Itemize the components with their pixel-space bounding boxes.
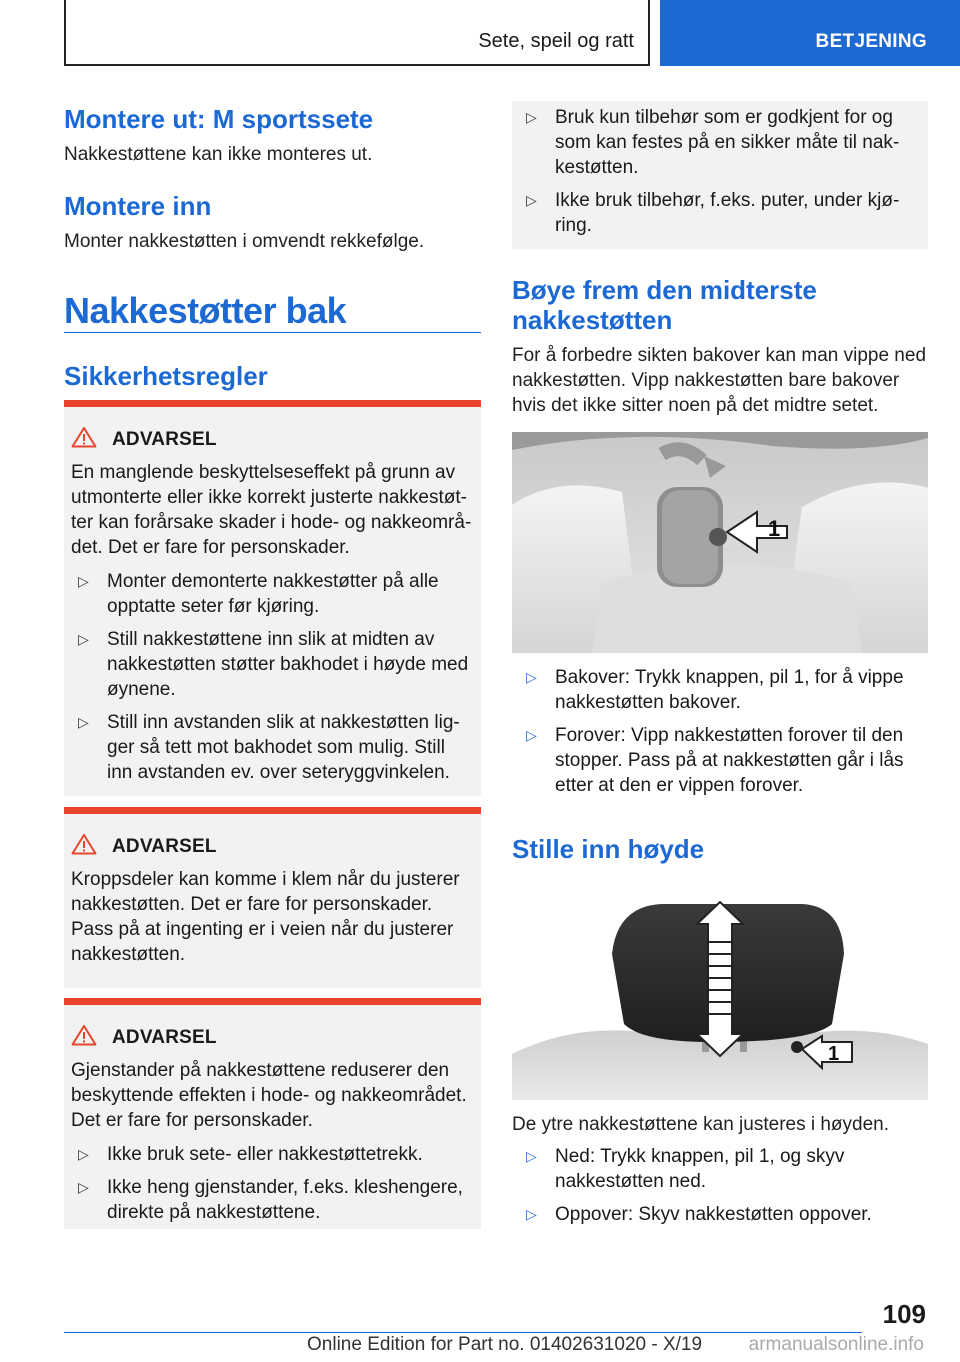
bullet-triangle-icon: ▷ — [526, 1148, 537, 1164]
footer-edition: Online Edition for Part no. 01402631020 - X/19 — [307, 1334, 703, 1355]
heading-underline — [64, 332, 481, 333]
warning-list — [64, 1142, 475, 1233]
list-item: ▷ Bakover: Trykk knappen, pil 1, for å vippe nakkestøtten bakover. — [526, 667, 904, 713]
bullet-triangle-icon: ▷ — [78, 1179, 89, 1195]
warning-box-1 — [64, 400, 481, 796]
header-section-title: Sete, speil og ratt — [478, 30, 634, 52]
list-item: ▷ Bruk kun tilbehør som er godkjent for og som kan festes på en sikker måte til nakkestøtten. — [526, 107, 900, 178]
image-headrest-height — [512, 884, 928, 1100]
bullet-triangle-icon: ▷ — [526, 109, 537, 125]
headrest-tilt-illustration — [512, 432, 928, 653]
warning-list — [64, 569, 475, 793]
heading-safety-rules: Sikkerhetsregler — [64, 361, 268, 391]
tip-box-continued — [512, 101, 928, 249]
bullet-triangle-icon: ▷ — [78, 1146, 89, 1162]
list-item: ▷ Ikke bruk tilbehør, f.eks. puter, under kjøring. — [526, 190, 900, 236]
heading-adjust-height: Stille inn høyde — [512, 834, 705, 864]
warning-triangle-icon — [71, 833, 97, 855]
warning-text: En manglende beskyttelseseffekt på grunn av utmonterte eller ikke korrekt justerte nakkestøtter kan forårsake skader i hode- og nakkeområdet. Det er fare for personskader. — [71, 462, 472, 558]
headrest-height-illustration — [512, 884, 928, 1100]
warning-bar — [64, 807, 481, 814]
warning-title: ADVARSEL — [112, 429, 217, 450]
heading-install: Montere inn — [64, 191, 212, 221]
list-item: ▷ Still inn avstanden slik at nakkestøtten ligger så tett mot bakhodet som mulig. Still inn avstanden ev. over seteryggvinkelen. — [78, 712, 460, 783]
list-item: ▷ Still nakkestøttene inn slik at midten av nakkestøtten støtter bakhodet i høyde med øynene. — [78, 629, 469, 700]
text-fold-middle-headrest: For å forbedre sikten bakover kan man vippe ned nakkestøtten. Vipp nakkestøtten bare bakover hvis det ikke sitter noen på det midtre setet. — [512, 345, 927, 416]
text-install: Monter nakkestøtten i omvendt rekkefølge. — [64, 231, 425, 252]
height-list — [512, 1144, 928, 1235]
footer-watermark: armanualsonline.info — [748, 1334, 924, 1355]
tip-list — [512, 105, 922, 246]
warning-title: ADVARSEL — [112, 836, 217, 857]
warning-bar — [64, 998, 481, 1005]
warning-triangle-icon — [71, 1024, 97, 1046]
text-remove-m-seat: Nakkestøttene kan ikke monteres ut. — [64, 144, 373, 165]
list-item: ▷ Forover: Vipp nakkestøtten forover til den stopper. Pass på at nakkestøtten går i lås etter at den er vippen forover. — [526, 725, 904, 796]
fold-list — [512, 665, 928, 806]
bullet-triangle-icon: ▷ — [526, 1206, 537, 1222]
image-middle-headrest-tilt — [512, 432, 928, 653]
bullet-triangle-icon: ▷ — [78, 573, 89, 589]
list-item: ▷ Oppover: Skyv nakkestøtten oppover. — [526, 1204, 872, 1225]
list-item: ▷ Ikke bruk sete- eller nakkestøttetrekk. — [78, 1144, 423, 1165]
list-item: ▷ Ned: Trykk knappen, pil 1, og skyv nakkestøtten ned. — [526, 1146, 845, 1192]
warning-text: Gjenstander på nakkestøttene reduserer den beskyttende effekten i hode- og nakkeområdet. Det er fare for personskader. — [71, 1060, 467, 1131]
image-callout-number: 1 — [768, 516, 781, 541]
warning-bar — [64, 400, 481, 407]
bullet-triangle-icon: ▷ — [526, 669, 537, 685]
image-callout-number: 1 — [828, 1043, 840, 1065]
header-section-box — [64, 0, 650, 66]
heading-fold-middle-headrest: Bøye frem den midterste nakkestøtten — [512, 275, 817, 335]
heading-rear-headrests: Nakkestøtter bak — [64, 290, 347, 331]
warning-text: Kroppsdeler kan komme i klem når du justerer nakkestøtten. Det er fare for personskader. Pass på at ingenting er i veien når du justerer nakkestøtten. — [71, 869, 460, 965]
warning-title: ADVARSEL — [112, 1027, 217, 1048]
list-item: ▷ Monter demonterte nakkestøtter på alle opptatte seter før kjøring. — [78, 571, 439, 617]
page-number: 109 — [882, 1299, 926, 1329]
bullet-triangle-icon: ▷ — [78, 714, 89, 730]
footer-rule — [64, 1332, 862, 1333]
heading-remove-m-seat: Montere ut: M sportssete — [64, 104, 374, 134]
warning-box-3 — [64, 998, 481, 1229]
warning-triangle-icon — [71, 426, 97, 448]
header-chapter-tab: BETJENING — [660, 0, 960, 66]
text-height-intro: De ytre nakkestøttene kan justeres i høyden. — [512, 1114, 890, 1135]
bullet-triangle-icon: ▷ — [526, 727, 537, 743]
bullet-triangle-icon: ▷ — [78, 631, 89, 647]
warning-box-2 — [64, 807, 481, 988]
bullet-triangle-icon: ▷ — [526, 192, 537, 208]
list-item: ▷ Ikke heng gjenstander, f.eks. kleshengere, direkte på nakkestøttene. — [78, 1177, 463, 1223]
